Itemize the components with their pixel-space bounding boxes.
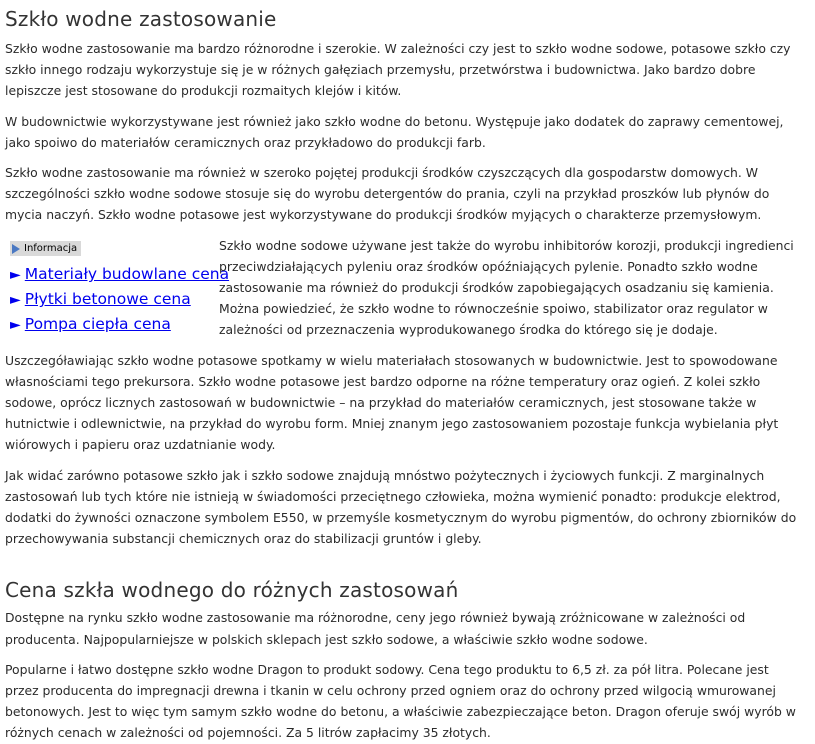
arrow-right-icon: ► — [10, 267, 21, 284]
section-title-cena: Cena szkła wodnego do różnych zastosowań — [5, 578, 459, 603]
sponsored-link-plytki[interactable] — [10, 287, 213, 312]
sponsored-link-label: Materiały budowlane cena — [24, 265, 230, 284]
paragraph: Uszczegóławiając szkło wodne potasowe spotkamy w wielu materiałach stosowanych w budownictwie. Jest to spowodowane własnościami tego prekursora. Szkło wodne potasowe jest bardzo odporne na różne temperatury oraz ogień. Z kolei szkło sodowe, oprócz licznych zastosowań w budownictwie – na przykład do materiałów ceramicznych, jest stosowane także w hutnictwie i odlewnictwie, na przykład do wyrobu form. Mniej znanym jego zastosowaniem pozostaje funkcja wybielania płyt wiórowych i papieru oraz uzdatnianie wody. — [5, 352, 779, 453]
ad-info-label[interactable] — [10, 241, 81, 256]
ad-info-label-text: Informacja — [24, 243, 78, 255]
sponsored-link-pompa[interactable] — [10, 312, 213, 337]
sponsored-link-materialy[interactable] — [10, 262, 230, 287]
sponsored-link-label: Płytki betonowe cena — [24, 290, 191, 309]
paragraph: Szkło wodne zastosowanie ma bardzo różnorodne i szerokie. W zależności czy jest to szkło wodne sodowe, potasowe szkło czy szkło innego rodzaju wykorzystuje się je w różnych gałęziach przemysłu, przetwórstwa i budownictwa. Jako bardzo dobre lepiszcze jest stosowane do produkcji rozmaitych klejów i kitów. — [5, 41, 791, 99]
sponsored-links-box — [10, 239, 230, 338]
ad-block-with-text — [5, 235, 800, 350]
paragraph: W budownictwie wykorzystywane jest również jako szkło wodne do betonu. Występuje jako dodatek do zaprawy cementowej, jako spoiwo do materiałów ceramicznych oraz przykładowo do produkcji farb. — [5, 113, 784, 150]
section-title-zastosowanie: Szkło wodne zastosowanie — [5, 7, 277, 31]
paragraph: Szkło wodne sodowe używane jest także do wyrobu inhibitorów korozji, produkcji ingredienci przeciwdziałających pyleniu oraz środków opóźniających pylenie. Ponadto szkło wodne zastosowanie ma również do produkcji środków zapobiegających osadzaniu się kamienia. Można powiedzieć, że szkło wodne to równocześnie spoiwo, stabilizator oraz regulator w zależności od przeznaczenia wyprodukowanego środka do którego się je dodaje. — [219, 237, 794, 338]
arrow-right-icon: ► — [10, 317, 21, 334]
sponsored-link-label: Pompa ciepła cena — [24, 315, 171, 334]
paragraph: Jak widać zarówno potasowe szkło jak i szkło sodowe znajdują mnóstwo pożytecznych i życiowych funkcji. Z marginalnych zastosowań lub tych które nie istnieją w świadomości przeciętnego człowieka, można wymienić ponadto: produkcje elektrod, dodatki do żywności oznaczone symbolem E550, w przemyśle kosmetycznym do wyrobu pigmentów, do ochrony zbiorników do przechowywania substancji chemicznych oraz do stabilizacji gruntów i gleby. — [5, 467, 797, 547]
paragraph: Szkło wodne zastosowanie ma również w szeroko pojętej produkcji środków czyszczących dla gospodarstw domowych. W szczególności szkło wodne sodowe stosuje się do wyrobu detergentów do prania, czyli na przykład proszków lub płynów do mycia naczyń. Szkło wodne potasowe jest wykorzystywane do produkcji środków myjących o charakterze przemysłowym. — [5, 165, 770, 223]
paragraph: Dostępne na rynku szkło wodne zastosowanie ma różnorodne, ceny jego również bywają zróżnicowane w zależności od producenta. Najpopularniejsze w polskich sklepach jest szkło sodowe, a właściwie szkło wodne sodowe. — [5, 610, 746, 647]
play-triangle-icon — [12, 244, 20, 254]
article — [0, 6, 805, 744]
paragraph: Popularne i łatwo dostępne szkło wodne Dragon to produkt sodowy. Cena tego produktu to 6,5 zł. za pół litra. Polecane jest przez producenta do impregnacji drewna i tkanin w celu ochrony przed ogniem oraz do ochrony przed wilgocią wmurowanej betonowych. Jest to więc tym samym szkło wodne do betonu, a właściwie zabezpieczające beton. Dragon oferuje swój wyrób w różnych cenach w zależności od pojemności. Za 5 litrów zapłacimy 35 złotych. — [5, 661, 796, 741]
arrow-right-icon: ► — [10, 292, 21, 309]
